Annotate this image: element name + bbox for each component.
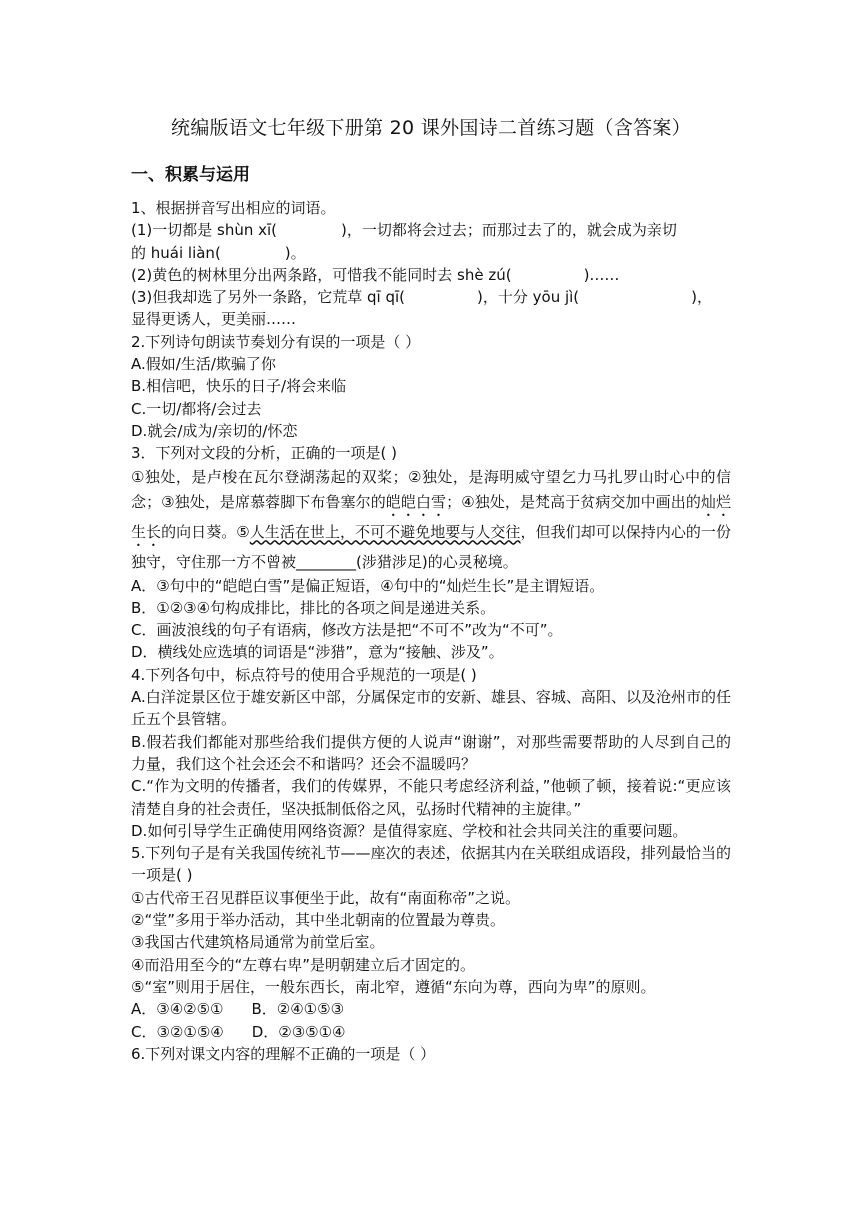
options-row-2 bbox=[131, 1021, 731, 1043]
question-line: 的 huái liàn( )。 bbox=[131, 243, 306, 262]
wavy-underlined-sentence: 人生活在世上，不可不避免地要与人交往 bbox=[249, 522, 521, 541]
question-6 bbox=[131, 1043, 731, 1065]
dotted-phrase: 灿烂生长 bbox=[131, 492, 732, 541]
option-d: D.如何引导学生正确使用网络资源？是值得家庭、学校和社会共同关注的重要问题。 bbox=[131, 821, 688, 840]
option-c: C．③②①⑤④ bbox=[131, 1022, 224, 1041]
question-1 bbox=[131, 197, 731, 331]
question-stem: 5.下列句子是有关我国传统礼节——座次的表述，依据其内在关联组成语段，排列最恰当的一项是( ) bbox=[131, 844, 731, 885]
option-d: D．横线处应选填的词语是“涉猎”，意为“接触、涉及”。 bbox=[131, 643, 504, 662]
option-b: B．②④①⑤③ bbox=[251, 1000, 345, 1019]
option-a: A.假如/生活/欺骗了你 bbox=[131, 355, 276, 374]
document-content bbox=[131, 113, 731, 1065]
option-c: C．画波浪线的句子有语病，修改方法是把“不可不”改为“不可”。 bbox=[131, 621, 563, 640]
question-line: (1)一切都是 shùn xī( )，一切都将会过去；而那过去了的，就会成为亲切 bbox=[131, 221, 677, 240]
question-3 bbox=[131, 442, 731, 663]
question-stem: 2.下列诗句朗读节奏划分有误的一项是（ ） bbox=[131, 332, 421, 351]
option-a: A．③句中的“皑皑白雪”是偏正短语，④句中的“灿烂生长”是主谓短语。 bbox=[131, 576, 605, 595]
question-line: (3)但我却选了另外一条路，它荒草 qī qī( )，十分 yōu jì( )， bbox=[131, 288, 713, 307]
option-a: A.白洋淀景区位于雄安新区中部，分属保定市的安新、雄县、容城、高阳、以及沧州市的任丘五个县管辖。 bbox=[131, 688, 731, 729]
option-b: B.假若我们都能对那些给我们提供方便的人说声“谢谢”，对那些需要帮助的人尽到自己的力量，我们这个社会还会不和谐吗？还会不温暖吗？ bbox=[131, 732, 731, 773]
sentence-4: ④而沿用至今的“左尊右卑”是明朝建立后才固定的。 bbox=[131, 955, 475, 974]
option-c: C.“作为文明的传播者，我们的传媒界，不能只考虑经济利益，”他顿了顿，接着说:“更应该清楚自身的社会责任，坚决抵制低俗之风，弘扬时代精神的主旋律。” bbox=[131, 777, 731, 818]
sentence-1: ①古代帝王召见群臣议事便坐于此，故有“南面称帝”之说。 bbox=[131, 888, 520, 907]
options-row-1 bbox=[131, 998, 731, 1020]
option-c: C.一切/都将/会过去 bbox=[131, 399, 262, 418]
reading-passage: ①独处，是卢梭在瓦尔登湖荡起的双桨；②独处，是海明威守望乞力马扎罗山时心中的信念；③独处，是席慕蓉脚下布鲁塞尔的皑皑白雪；④独处，是梵高于贫病交加中画出的灿烂生长的向日葵。⑤人生活在世上，不可不避免地要与人交往，但我们却可以保持内心的一份独守，守住那一方不曾被________(涉猎涉足)的心灵秘境。 bbox=[131, 467, 732, 571]
section-heading: 一、积累与运用 bbox=[131, 165, 250, 185]
question-5 bbox=[131, 842, 731, 1043]
question-stem: 4.下列各句中，标点符号的使用合乎规范的一项是( ) bbox=[131, 665, 477, 684]
question-line: 显得更诱人，更美丽…… bbox=[131, 310, 297, 329]
option-a: A．③④②⑤① bbox=[131, 1000, 224, 1019]
question-stem: 1、根据拼音写出相应的词语。 bbox=[131, 199, 336, 217]
option-d: D.就会/成为/亲切的/怀恋 bbox=[131, 421, 298, 440]
dotted-phrase: 皑皑白雪 bbox=[385, 492, 447, 511]
option-b: B.相信吧，快乐的日子/将会来临 bbox=[131, 377, 347, 396]
sentence-2: ②“堂”多用于举办活动，其中坐北朝南的位置最为尊贵。 bbox=[131, 911, 505, 930]
question-2 bbox=[131, 331, 731, 442]
page-title: 统编版语文七年级下册第 20 课外国诗二首练习题（含答案） bbox=[171, 117, 691, 139]
fill-blank[interactable]: ________ bbox=[296, 552, 357, 571]
question-stem: 6.下列对课文内容的理解不正确的一项是（ ） bbox=[131, 1044, 436, 1063]
question-4 bbox=[131, 664, 731, 842]
sentence-3: ③我国古代建筑格局通常为前堂后室。 bbox=[131, 933, 385, 952]
question-line: (2)黄色的树林里分出两条路，可惜我不能同时去 shè zú( )…… bbox=[131, 265, 620, 284]
option-b: B．①②③④句构成排比，排比的各项之间是递进关系。 bbox=[131, 598, 496, 617]
option-d: D．②③⑤①④ bbox=[251, 1022, 346, 1041]
sentence-5: ⑤“室”则用于居住，一般东西长，南北窄，遵循“东向为尊，西向为卑”的原则。 bbox=[131, 977, 656, 996]
question-stem: 3．下列对文段的分析，正确的一项是( ) bbox=[131, 444, 398, 463]
